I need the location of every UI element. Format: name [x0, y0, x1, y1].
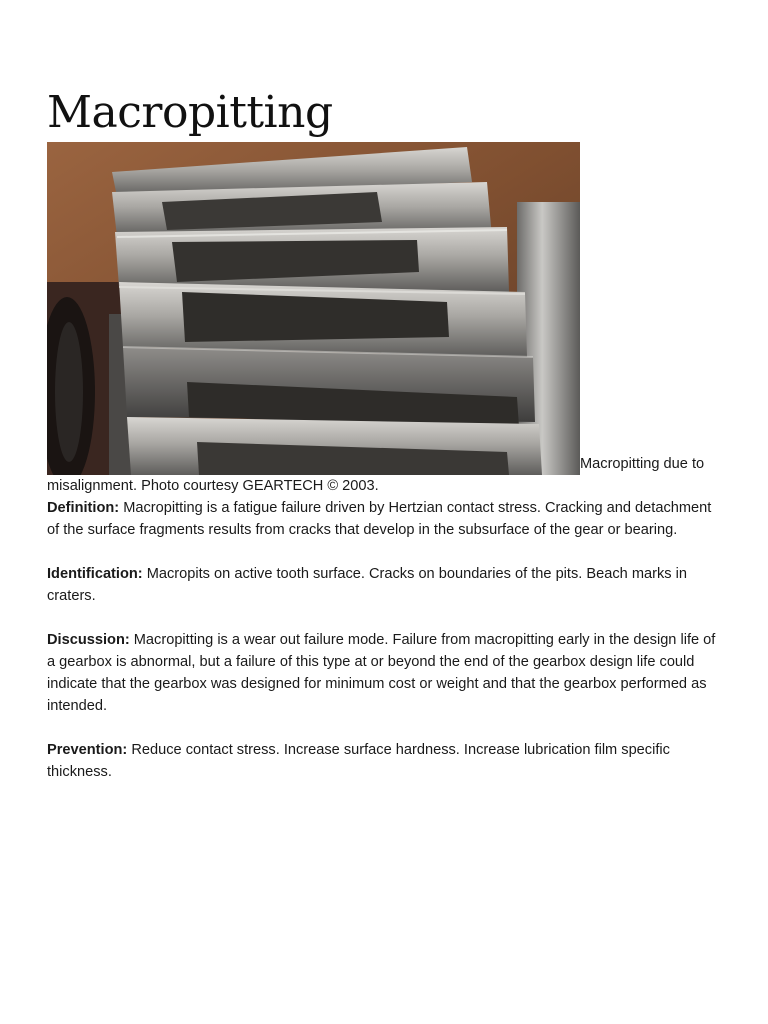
definition-label: Definition: — [47, 500, 120, 516]
gear-macropitting-photo — [47, 142, 580, 475]
identification-label: Identification: — [47, 566, 143, 582]
prevention-paragraph — [47, 739, 719, 783]
identification-text: Macropits on active tooth surface. Cracks on boundaries of the pits. Beach marks in craters. — [47, 566, 687, 604]
page-title: Macropitting — [47, 87, 333, 138]
prevention-label: Prevention: — [47, 742, 128, 758]
identification-paragraph — [47, 563, 719, 607]
discussion-paragraph — [47, 629, 719, 717]
figure-block — [47, 142, 719, 497]
discussion-label: Discussion: — [47, 632, 130, 648]
definition-text: Macropitting is a fatigue failure driven by Hertzian contact stress. Cracking and detachment of the surface fragments results from cracks that develop in the subsurface of the gear or bearing. — [47, 500, 712, 538]
figure-caption: Macropitting due to misalignment. Photo courtesy GEARTECH © 2003. — [47, 456, 705, 494]
article-body — [47, 142, 719, 805]
discussion-text: Macropitting is a wear out failure mode. Failure from macropitting early in the design life of a gearbox is abnormal, but a failure of this type at or beyond the end of the gearbox design life could indicate that the gearbox was designed for minimum cost or weight and that the gearbox performed as intended. — [47, 632, 716, 714]
prevention-text: Reduce contact stress. Increase surface hardness. Increase lubrication film specific thickness. — [47, 742, 670, 780]
definition-paragraph — [47, 497, 719, 541]
